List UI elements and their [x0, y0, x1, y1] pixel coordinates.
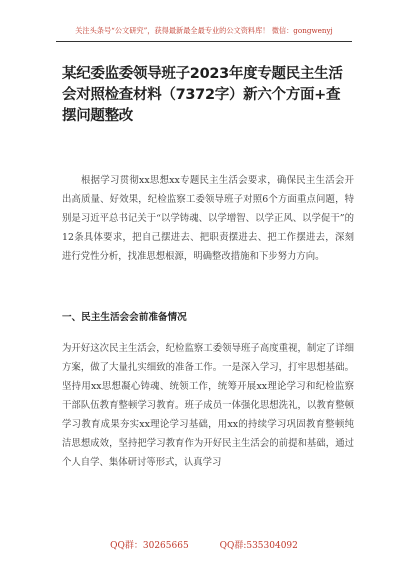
- header-banner: 关注头条号“公文研究”，获得最新最全最专业的公文资料库！ 微信：gongwenyj: [75, 26, 333, 35]
- intro-paragraph: 根据学习贯彻xx思想xx专题民主生活会要求，确保民主生活会开出高质量、好效果，纪检监察工委领导班子对照6个方面重点问题，特别是习近平总书记关于“以学铸魂、以学增智、以学正风、以学促干”的12条具体要求，把自己摆进去、把职责摆进去、把工作摆进去，深刻进行党性分析，找准思想根源，明确整改措施和下步努力方向。: [62, 175, 354, 262]
- footer-contacts: [0, 538, 408, 551]
- footer-qq-group-1: QQ群：30265665: [110, 541, 189, 551]
- header-divider: [56, 41, 352, 42]
- footer-qq-group-2: QQ群:535304092: [219, 541, 298, 551]
- body-paragraph: 为开好这次民主生活会，纪检监察工委领导班子高度重视，制定了详细方案，做了大量扎实细致的准备工作。一是深入学习，打牢思想基础。坚持用xx思想凝心铸魂、统领工作，统筹开展xx理论学习和纪检监察干部队伍教育整顿学习教育。班子成员一体强化思想洗礼，以教育整顿学习教育成果夯实xx理论学习基础，用xx的持续学习巩固教育整顿纯洁思想成效，坚持把学习教育作为开好民主生活会的前提和基础，通过个人自学、集体研讨等形式，认真学习: [62, 343, 354, 468]
- document-title: 某纪委监委领导班子2023年度专题民主生活会对照检查材料（7372字）新六个方面+查摆问题整改: [62, 66, 343, 124]
- section-heading: 一、民主生活会会前准备情况: [62, 312, 187, 323]
